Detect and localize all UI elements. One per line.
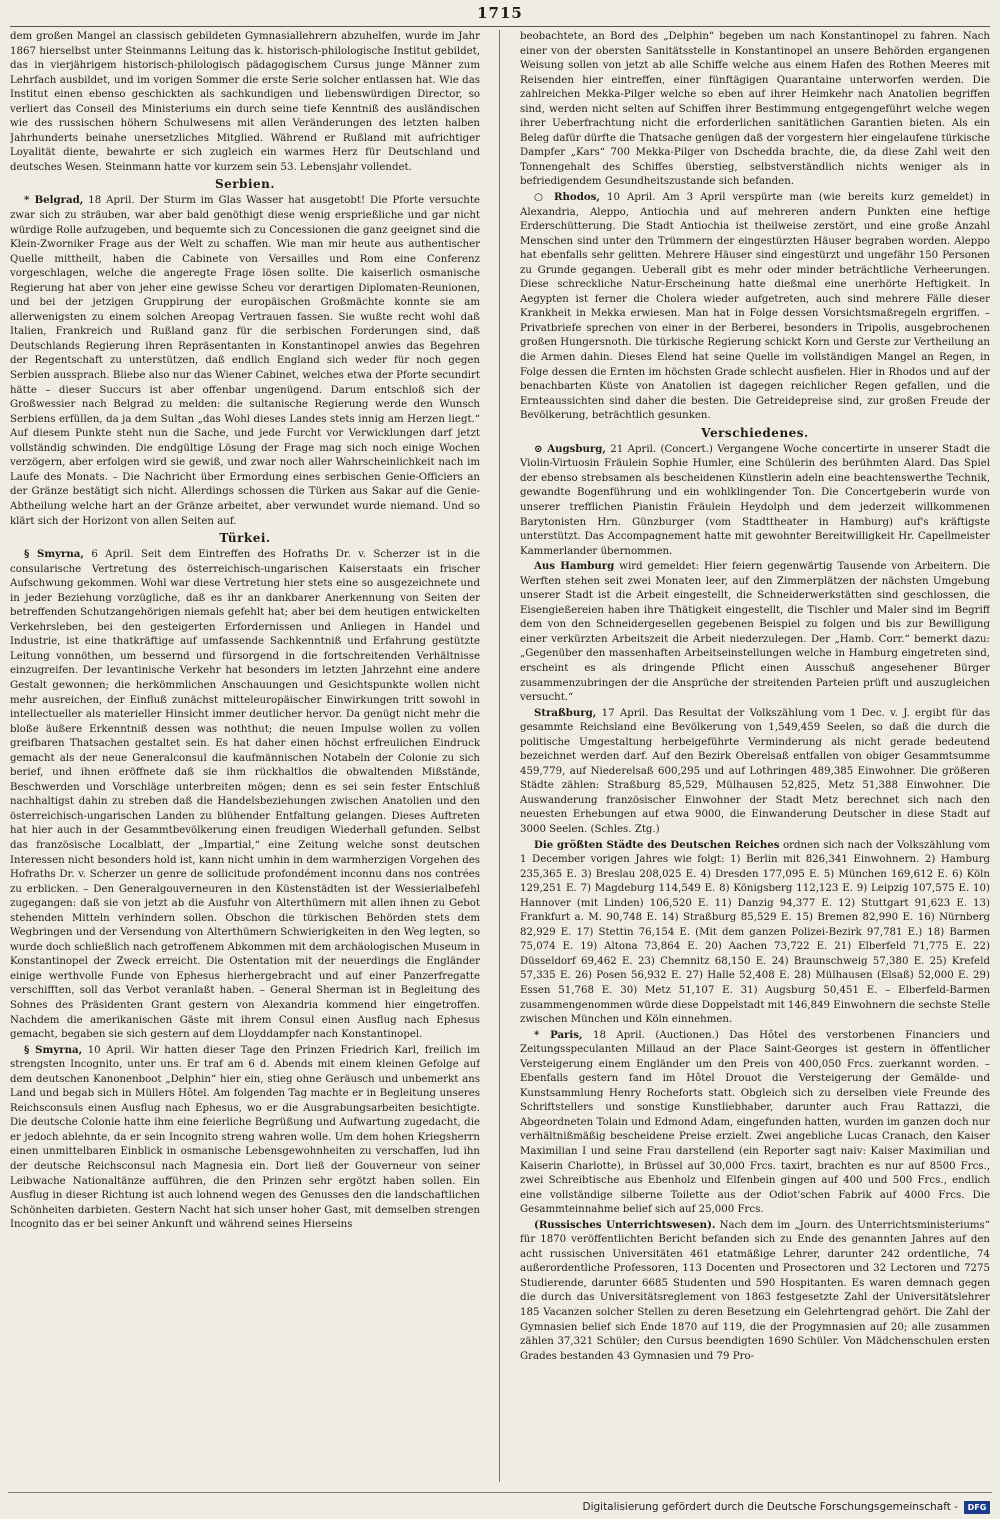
article-text: beobachtete, an Bord des „Delphin“ begeben um nach Konstantinopel zu fahren. Nach einer von der obersten Sanitätsstelle in Konstantinopel an unsere Behörden ergangenen Weisung sollen von jetzt ab alle Schiffe welche aus einem Hafen des Rothen Meeres mit Reisenden hier eintreffen, einer fünftägigen Quarantaine unterworfen werden. Die zahlreichen Mekka-Pilger welche so eben auf ihrer Heimkehr nach Anatolien begriffen sind, werden nicht selten auf Schiffen ihrer Bestimmung entgegengeführt welche wegen ihrer Ueberfrachtung nicht die erforderlichen sanitätlichen Garantien bieten. Als ein Beleg dafür dürfte die Thatsache genügen daß der vorgestern hier eingelaufene türkische Dampfer „Kars“ 700 Mekka-Pilger von Dschedda brachte, die, da diese Zahl weit den Tonnengehalt des Schiffes überstieg, selbstverständlich nichts weniger als in befriedigendem Gesundheitszustande sich befanden. — [520, 31, 990, 188]
article-text: Der Sturm im Glas Wasser hat ausgetobt! Die Pforte versuchte zwar sich zu sträuben, war aber bald genöthigt diese wenig ersprießliche und gar nicht würdige Rolle aufzugeben, und bequemte sich zu Concessionen die ganz geeignet sind die Klein-Zworniker Frage aus der Welt zu schaffen. Wie man mir heute aus authentischer Quelle mittheilt, haben die Cabinete von Versailles und Rom eine Conferenz vorgeschlagen, welche die angeregte Frage lösen sollte. Die kaiserlich osmanische Regierung hat aber von jeher eine gewisse Scheu vor derartigen Diplomaten-Reunionen, und bei der jetzigen Gruppirung der europäischen Großmächte konnte sie am allerwenigsten zu einem solchen Areopag Vertrauen fassen. Sie wußte recht wohl daß Italien, Frankreich und Rußland ganz für die serbischen Forderungen sind, daß Deutschlands Regierung ihren Repräsentanten in Konstantinopel anwies das Begehren der Regentschaft zu unterstützen, daß endlich England sich weder für noch gegen Serbien aussprach. Bliebe also nur das Wiener Cabinet, welches etwa der Pforte secundirt hätte – dieser Succurs ist aber offenbar ungenügend. Darum entschloß sich der Großwessier nach Belgrad zu melden: die sultanische Regierung werde den Wunsch Serbiens erfüllen, da ja dem Sultan „das Wohl dieses Landes stets innig am Herzen liegt.“ Auf diesem Punkte steht nun die Sache, und jede Furcht vor Verwicklungen darf jetzt vollständig schwinden. Die endgültige Lösung der Frage mag sich noch einige Wochen verzögern, aber erfolgen wird sie gewiß, und zwar noch aller Wahrscheinlichkeit nach im Laufe des Monats. – Die Nachricht über Ermordung eines serbischen Genie-Officiers an der Gränze bestätigt sich nicht. Allerdings schossen die Türken aus Sakar auf die Genie-Abtheilung welche hart an der Gränze arbeitet, aber verwundet wurde niemand. Und so klärt sich der Horizont von allen Seiten auf. — [10, 195, 480, 527]
article-text: Seit dem Eintreffen des Hofraths Dr. v. Scherzer ist in die consularische Vertretung des österreichisch-ungarischen Kaiserstaats ein frischer Aufschwung gekommen. Wohl war diese Vertretung hier stets eine so ausgezeichnete und in jeder Beziehung vorzügliche, daß es ihr an dankbarer Anerkennung von Seiten der betreffenden Schutzangehörigen niemals gefehlt hat; aber bei dem heutigen entwickelten Verkehrsleben, bei den gesteigerten Erfordernissen und Anliegen in Handel und Industrie, ist eine thatkräftige auf umfassende Sachkenntniß und Erfahrung gestützte Leitung vonnöthen, um bessernd und fürsorgend in die fortschreitenden Verhältnisse einzugreifen. Der levantinische Verkehr hat besonders im letzten Jahrzehnt eine andere Gestalt gewonnen; die herkömmlichen Anschauungen und Gesichtspunkte wollen nicht mehr ausreichen, der Einfluß zunächst mitteleuropäischer Einwirkungen tritt sowohl in intellectueller als materieller Hinsicht immer deutlicher hervor. Da genügt nicht mehr die bloße äußere Erkenntniß dessen was noththut; die neuen Impulse wollen zu vollen greifbaren Thatsachen gestaltet sein. Es hat daher einen höchst erfreulichen Eindruck gemacht als der neue Generalconsul die kaufmännischen Notabeln der Colonie zu sich berief, und ihnen eröffnete daß sie ihm rückhaltlos die obwaltenden Mißstände, Beschwerden und Vorschläge unterbreiten mögen; denn es sei sein fester Entschluß nachhaltigst dahin zu streben daß die Handelsbeziehungen zwischen Anatolien und den österreichisch-ungarischen Landen zu blühender Entfaltung gelangen. Dieses Auftreten hat hier auch in der Gesammtbevölkerung einen freudigen Wiederhall gefunden. Selbst das französische Localblatt, der „Impartial,“ eine Zeitung welche sonst deutschen Interessen nicht besonders hold ist, kann nicht umhin in dem warmherzigen Vorgehen des Hofraths Dr. v. Scherzer un genre de sollicitude profondément inconnu dans nos contrées zu erblicken. – Den Generalgouverneuren in den Küstenstädten ist der Wessierialbefehl zugegangen: daß sie von jetzt ab die Ausfuhr von Alterthümern mit allen ihnen zu Gebot stehenden Mitteln verhindern sollen. Obschon die türkischen Behörden stets dem Wegbringen und der Versendung von Alterthümern Schwierigkeiten in den Weg legten, so wurde doch schließlich nach getroffenem Abkommen mit dem archäologischen Museum in Konstantinopel der Zweck erreicht. Die Ostentation mit der neuerdings die Engländer einige werthvolle Funde von Ephesus hierhergebracht und auf einer Panzerfregatte verschifften, soll das Verbot veranlaßt haben. – General Sherman ist in Begleitung des Sohnes des Präsidenten Grant gestern von Alexandria kommend hier eingetroffen. Nachdem die amerikanischen Gäste mit ihrem Consul einen Ausflug nach Ephesus gemacht, begaben sie sich gestern auf dem Lloyddampfer nach Konstantinopel. — [10, 549, 480, 1041]
left-column — [10, 30, 480, 1482]
article-text: Das Resultat der Volkszählung vom 1 Dec. v. J. ergibt für das gesammte Reichsland eine Bevölkerung von 1,549,459 Seelen, so daß die durch die politische Umgestaltung herbeigeführte Verminderung als nicht gerade bedeutend bezeichnet werden darf. Auf den Bezirk Oberelsaß entfallen von obiger Gesammtsumme 459,779, auf Niederelsaß 600,295 und auf Lothringen 489,385 Einwohner. Die größeren Städte zählen: Straßburg 85,529, Mülhausen 52,825, Metz 51,388 Einwohner. Die Auswanderung französischer Einwohner der Stadt Metz berechnet sich nach den neuesten Erhebungen auf etwa 9000, die Einwanderung Deutscher in diese Stadt auf 3000 Seelen. (Schles. Ztg.) — [520, 707, 990, 835]
article-dateline-date: 18 April. — [593, 1029, 645, 1041]
dfg-logo-icon[interactable]: DFG — [964, 1501, 990, 1514]
article-paragraph — [520, 559, 990, 705]
article-dateline-place: Die größten Städte des Deutschen Reiches — [534, 838, 780, 851]
article-dateline-place: ○ Rhodos, — [534, 191, 600, 204]
article-dateline-place: * Paris, — [534, 1028, 583, 1041]
article-dateline-date: 6 April. — [91, 549, 134, 561]
article-paragraph — [520, 1218, 990, 1364]
column-divider — [499, 30, 500, 1482]
article-dateline-date: 18 April. — [88, 195, 135, 207]
article-dateline-place: § Smyrna, — [24, 1043, 83, 1056]
right-column — [520, 30, 990, 1482]
article-paragraph — [520, 442, 990, 559]
article-text: Wir hatten dieser Tage den Prinzen Friedrich Karl, freilich im strengsten Incognito, unter uns. Er traf am 6 d. Abends mit einem kleinen Gefolge auf dem deutschen Kanonenboot „Delphin“ hier ein, stieg ohne Geräusch und unbemerkt ans Land und begab sich in Müllers Hôtel. Am folgenden Tag machte er in Begleitung unseres Reichsconsuls einen Ausflug nach Ephesus, wo er die Ausgrabungsarbeiten besichtigte. Die deutsche Colonie hatte ihm eine feierliche Begrüßung und Aufwartung zugedacht, die er jedoch ablehnte, da er sein Incognito streng wahren wolle. Um dem hohen Kriegsherrn einen unmittelbaren Einblick in osmanische Lebensgewohnheiten zu verschaffen, lud ihn der deutsche Reichsconsul nach Magnesia ein. Dort ließ der Gouverneur von seiner Leibwache Nationaltänze aufführen, die den Prinzen sehr ergötzt haben sollen. Ein Ausflug in dieser Richtung ist auch lohnend wegen des Genusses den die landschaftlichen Schönheiten darbieten. Gestern Nacht hat sich unser hoher Gast, mit demselben strengen Incognito das er bei seiner Ankunft und während seines Hierseins — [10, 1044, 480, 1231]
article-text: Nach dem im „Journ. des Unterrichtsministeriums“ für 1870 veröffentlichten Bericht befanden sich zu Ende des genannten Jahres auf den acht russischen Universitäten 461 etatmäßige Lehrer, darunter 242 ordentliche, 74 außerordentliche Professoren, 113 Docenten und Prosectoren und 32 Lectoren und 7275 Studierende, darunter 6685 Studenten und 590 Hospitanten. Es waren demnach gegen die durch das Universitätsreglement von 1863 festgesetzte Zahl der Universitätslehrer 185 Vacanzen solcher Stellen zu deren Besetzung ein Gelehrtengrad gehört. Die Zahl der Gymnasien belief sich Ende 1870 auf 119, die der Progymnasien auf 20; alle zusammen zählen 37,321 Schüler; den Cursus beendigten 1690 Schüler. Von Mädchenschulen ersten Grades bestanden 43 Gymnasien und 79 Pro- — [520, 1219, 990, 1362]
article-dateline-place: ⊙ Augsburg, — [534, 442, 606, 455]
article-text: dem großen Mangel an classisch gebildeten Gymnasiallehrern abzuhelfen, wurde im Jahr 1867 hierselbst unter Steinmanns Leitung das k. historisch-philologische Institut gebildet, das in vierjährigem historisch-philologisch pädagogischem Cursus junge Männer zum Lehrfach ausbildet, und im vorigen Sommer die erste Serie solcher entlassen hat. Wie das Institut einen ebenso geschickten als sachkundigen und liebenswürdigen Director, so verliert das Conseil des Ministeriums ein durch seine tiefe Kenntniß des ausländischen wie des russischen höhern Schulwesens mit allen Veränderungen des letzten halben Jahrhunderts beinahe unersetzliches Mitglied. Während er Rußland mit aufrichtiger Loyalität diente, bewahrte er sich zugleich ein warmes Herz für Deutschland und deutsches Wesen. Steinmann hatte vor kurzem sein 53. Lebensjahr vollendet. — [10, 31, 480, 173]
article-dateline-date: 21 April. — [610, 443, 657, 455]
article-paragraph — [520, 190, 990, 424]
footer — [582, 1499, 990, 1515]
article-text: Am 3 April verspürte man (wie bereits kurz gemeldet) in Alexandria, Aleppo, Antiochia und auf mehreren andern Punkten eine heftige Erderschütterung. Die Stadt Antiochia ist theilweise zerstört, und eine große Anzahl Menschen sind unter den Trümmern der eingestürzten Häuser begraben worden. Aleppo hat ebenfalls sehr gelitten. Mehrere Häuser sind eingestürzt und ungefähr 150 Personen zu Grunde gegangen. Ueberall gibt es mehr oder minder beträchtliche Verheerungen. Diese schreckliche Natur-Erscheinung hatte dießmal eine unerhörte Heftigkeit. In Aegypten ist ferner die Cholera wieder aufgetreten, auch sind mehrere Fälle dieser Krankheit in Mekka erwiesen. Man hat in Folge dessen Vorsichtsmaßregeln ergriffen. – Privatbriefe sprechen von einer in der Berberei, besonders in Tripolis, ausgebrochenen großen Hungersnoth. Die türkische Regierung schickt Korn und Gerste zur Vertheilung an die Armen dahin. Dieses Elend hat seine Quelle im vollständigen Mangel an Regen, in Folge dessen die Ernten im höchsten Grade schlecht ausfielen. Hier in Rhodos und auf der benachbarten Küste von Anatolien ist dagegen reichlicher Regen gefallen, und die Ernteaussichten sind daher die besten. Die Getreidepreise sind, zur großen Freude der Bevölkerung, beträchtlich gesunken. — [520, 192, 990, 422]
article-dateline-place: Aus Hamburg — [534, 560, 615, 573]
article-paragraph — [10, 30, 480, 175]
footer-rule — [8, 1492, 992, 1493]
article-text: (Auctionen.) Das Hôtel des verstorbenen Financiers und Zeitungsspeculanten Millaud an der Place Saint-Georges ist gestern in öffentlicher Versteigerung einem Engländer um den Preis von 400,050 Frcs. zuerkannt worden. – Ebenfalls gestern fand im Hôtel Drouot die Versteigerung der Gemälde- und Kunstsammlung Henry Rocheforts statt. Obgleich sich zu derselben viele Freunde des Schriftstellers und sonstige Kunstliebhaber, darunter auch Frau Rattazzi, die Abgeordneten Tolain und Edmond Adam, eingefunden hatten, wurden im ganzen doch nur verhältnißmäßig bescheidene Preise erzielt. Zwei angebliche Lucas Cranach, den Kaiser Maximilian I und seine Frau darstellend (ein Reporter sagt naiv: Kaiser Maximilian und Kaiserin Charlotte), in Brüssel auf 30,000 Frcs. taxirt, brachten es nur auf 8500 Frcs., zwei Schreibtische aus Ebenholz und Elfenbein gingen auf 400 und 500 Frcs., endlich eine vollständige silberne Toilette aus der Odiot'schen Fabrik auf 4000 Frcs. Die Gesammteinnahme belief sich auf 25,000 Frcs. — [520, 1029, 990, 1216]
page-number: 1715 — [477, 4, 523, 22]
article-paragraph — [520, 838, 990, 1028]
section-heading: Verschiedenes. — [701, 425, 809, 440]
article-paragraph — [520, 706, 990, 838]
article-paragraph — [520, 30, 990, 190]
article-dateline-date: 17 April. — [601, 707, 649, 719]
article-paragraph — [10, 193, 480, 529]
top-rule — [10, 26, 990, 27]
article-text: wird gemeldet: Hier feiern gegenwärtig Tausende von Arbeitern. Die Werften stehen seit zwei Monaten leer, auf den Zimmerplätzen der nächsten Umgebung unserer Stadt ist die Arbeit eingestellt, die Schneiderwerkstätten sind geschlossen, die Eisengießereien haben ihre Thätigkeit eingestellt, die Tischler und Maler sind im Begriff dem von den Schneidergesellen gegebenen Beispiel zu folgen und bis zur Bewilligung einer verkürzten Arbeitszeit die Arbeit niederzulegen. Der „Hamb. Corr.“ bemerkt dazu: „Gegenüber den massenhaften Arbeitseinstellungen welche in Hamburg eingetreten sind, erscheint es als dringende Pflicht einen Ausschuß angesehener Bürger zusammenzubringen der die Ansprüche der streitenden Parteien prüft und auszugleichen versucht.“ — [520, 561, 990, 704]
article-text: ordnen sich nach der Volkszählung vom 1 December vorigen Jahres wie folgt: 1) Berlin mit 826,341 Einwohnern. 2) Hamburg 235,365 E. 3) Breslau 208,025 E. 4) Dresden 177,095 E. 5) München 169,612 E. 6) Köln 129,251 E. 7) Magdeburg 114,549 E. 8) Königsberg 112,123 E. 9) Leipzig 107,575 E. 10) Hannover (mit Linden) 106,520 E. 11) Danzig 94,377 E. 12) Stuttgart 91,623 E. 13) Frankfurt a. M. 90,748 E. 14) Straßburg 85,529 E. 15) Bremen 82,990 E. 16) Nürnberg 82,929 E. 17) Stettin 76,154 E. (Mit dem ganzen Polizei-Bezirk 97,781 E.) 18) Barmen 75,074 E. 19) Altona 73,864 E. 20) Aachen 73,722 E. 21) Elberfeld 71,775 E. 22) Düsseldorf 69,462 E. 23) Chemnitz 68,150 E. 24) Braunschweig 57,380 E. 25) Krefeld 57,335 E. 26) Posen 56,932 E. 27) Halle 52,408 E. 28) Mülhausen (Elsaß) 52,000 E. 29) Essen 51,768 E. 30) Metz 51,107 E. 31) Augsburg 50,451 E. – Elberfeld-Barmen zusammengenommen würde diese Doppelstadt mit 146,849 Einwohnern die sechste Stelle zwischen München und Köln einnehmen. — [520, 839, 990, 1026]
article-dateline-date: 10 April. — [87, 1044, 135, 1056]
article-text: (Concert.) Vergangene Woche concertirte in unserer Stadt die Violin-Virtuosin Fräulein Sophie Humler, eine Schülerin des berühmten Alard. Das Spiel der ebenso strebsamen als bescheidenen Künstlerin adeln eine beachtenswerthe Technik, gewandte Bogenführung und ein wohlklingender Ton. Die Concertgeberin wurde von unserer trefflichen Pianistin Fräulein Heydolph und dem jederzeit willkommenen Barytonisten Hrn. Günzburger (vom Stadttheater in Hamburg) auf's kräftigste unterstützt. Das Accompagnement hatte mit gewohnter Bereitwilligkeit Hr. Capellmeister Kammerlander übernommen. — [520, 443, 990, 557]
article-dateline-date: 10 April. — [607, 192, 656, 204]
article-paragraph — [10, 1043, 480, 1233]
article-dateline-place: § Smyrna, — [24, 548, 84, 561]
article-dateline-place: * Belgrad, — [24, 194, 84, 207]
footer-credit: Digitalisierung gefördert durch die Deutsche Forschungsgemeinschaft - — [582, 1501, 958, 1513]
article-paragraph — [520, 1028, 990, 1218]
section-heading: Serbien. — [214, 177, 276, 192]
article-dateline-place: Straßburg, — [534, 706, 597, 719]
article-dateline-place: (Russisches Unterrichtswesen). — [534, 1218, 716, 1231]
section-heading: Türkei. — [219, 531, 271, 546]
article-paragraph — [10, 547, 480, 1043]
